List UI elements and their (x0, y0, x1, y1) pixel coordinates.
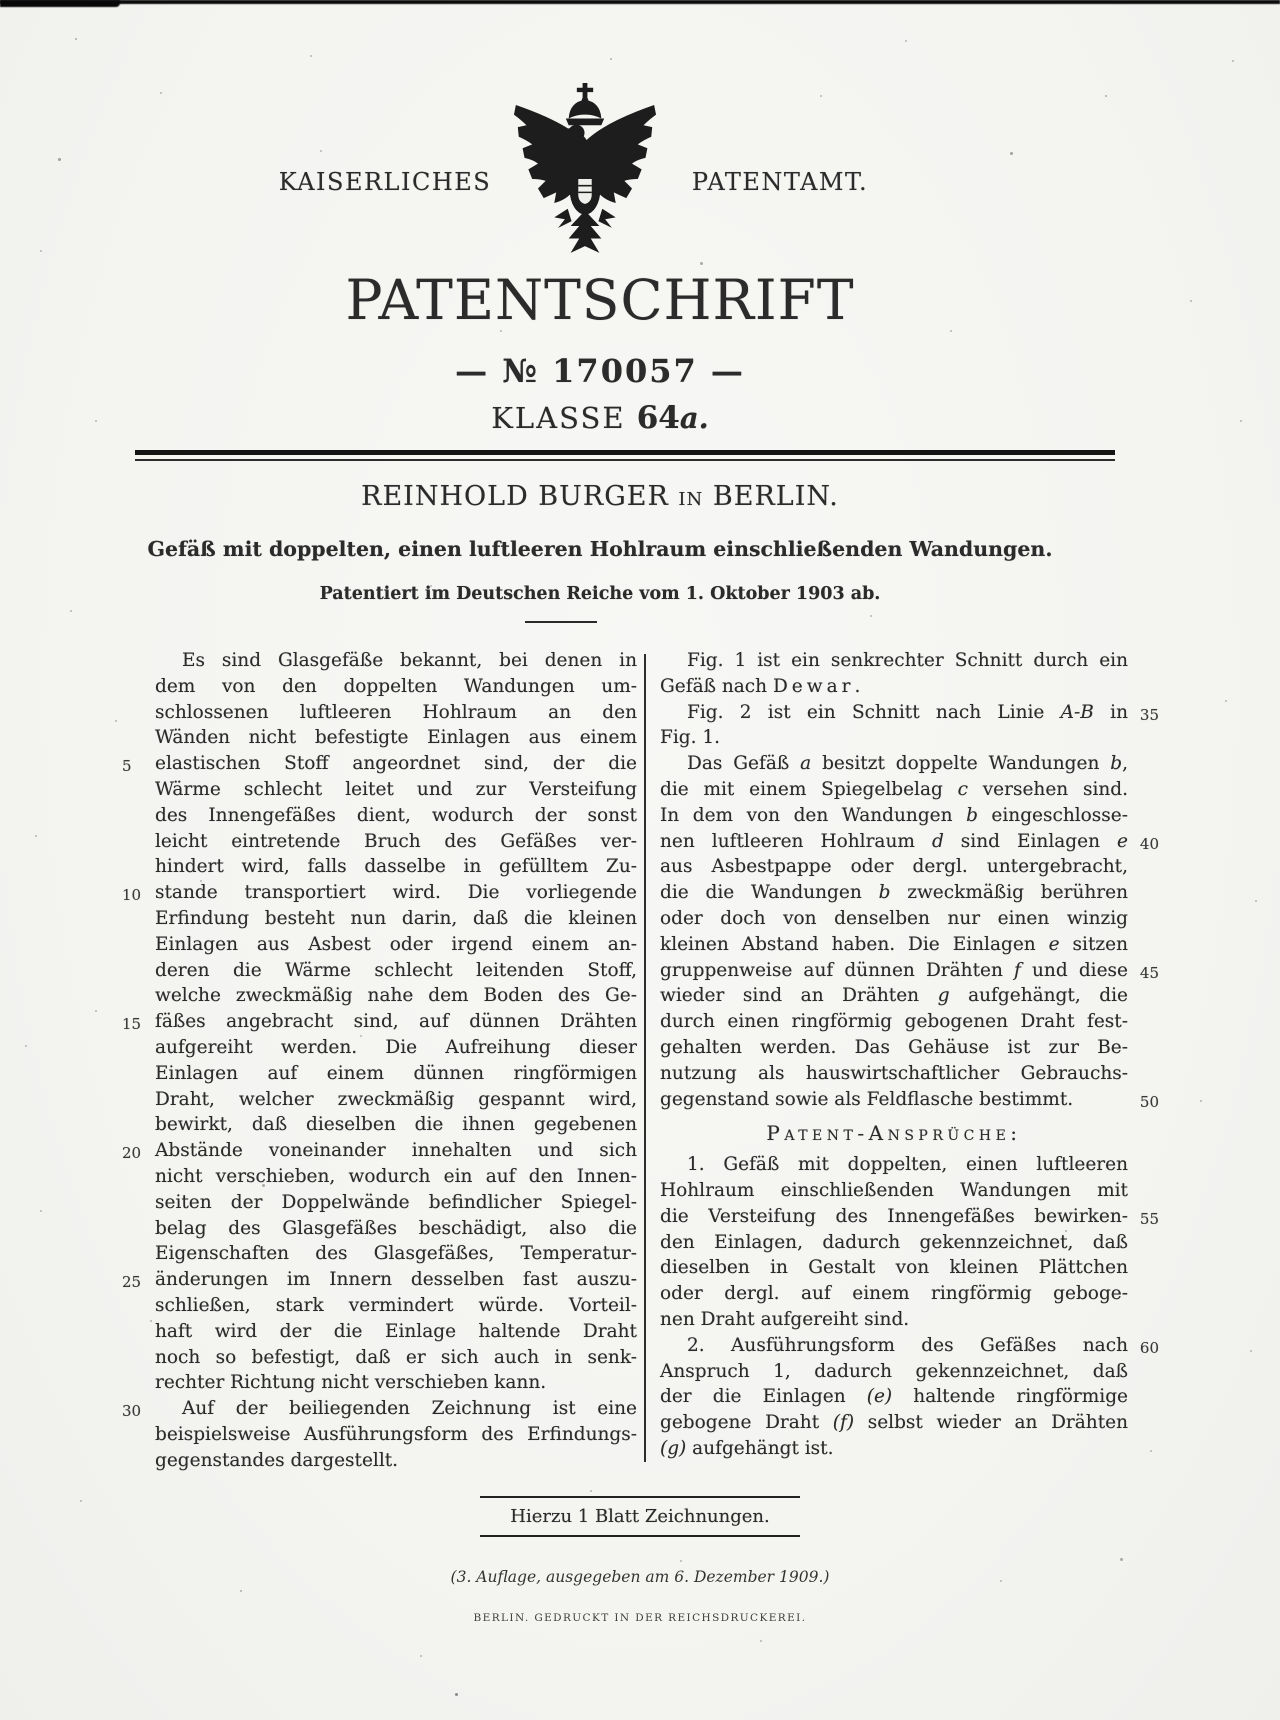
drawings-note: Hierzu 1 Blatt Zeichnungen. (480, 1496, 799, 1537)
text-line: wieder sind an Drähten g aufgehängt, die (660, 985, 1128, 1007)
patent-class-line (110, 400, 1090, 436)
text-line: den Einlagen, dadurch gekennzeichnet, daß (660, 1231, 1128, 1253)
text-line: des Innengefäßes dient, wodurch der sonst (155, 804, 637, 826)
text-line: 1. Gefäß mit doppelten, einen luftleeren (687, 1154, 1128, 1176)
text-line: hindert wird, falls dasselbe in gefülltem Zu- (155, 856, 637, 878)
text-line: aufgereiht werden. Die Aufreihung dieser (155, 1036, 637, 1058)
text-line: beispielsweise Ausführungsform des Erfindungs- (155, 1423, 637, 1445)
text-line: Gefäß nach Dewar. (660, 675, 861, 697)
claims-heading: Patent-Ansprüche: (766, 1121, 1022, 1146)
text-line: Anspruch 1, dadurch gekennzeichnet, daß (660, 1360, 1128, 1382)
text-line: gegenstandes dargestellt. (155, 1449, 399, 1471)
text-line: nutzung als hauswirtschaftlicher Gebrauchs- (660, 1062, 1128, 1084)
text-line: durch einen ringförmig gebogenen Draht fest- (660, 1011, 1128, 1033)
inventor-name: REINHOLD BURGER (361, 481, 669, 512)
text-line: haft wird der die Einlage haltende Draht (155, 1320, 637, 1342)
text-line: die Versteifung des Innengefäßes bewirken- 55 (660, 1204, 1128, 1230)
text-line: die die Wandungen b zweckmäßig berühren (660, 882, 1128, 904)
inventor-in-word: IN (678, 489, 704, 510)
class-label: KLASSE (491, 401, 626, 435)
right-column (660, 648, 1159, 1462)
text-line: oder dergl. auf einem ringförmig geboge- (660, 1283, 1128, 1305)
text-line: Das Gefäß a besitzt doppelte Wandungen b, (687, 753, 1129, 775)
text-line: Fig. 1 ist ein senkrechter Schnitt durch ein (687, 650, 1128, 671)
text-line: der die Einlagen (e) haltende ringförmige (660, 1386, 1128, 1408)
left-column (122, 648, 637, 1474)
text-line: In dem von den Wandungen b eingeschlosse- (660, 804, 1128, 826)
margin-line-number: 55 (1139, 1209, 1159, 1228)
text-line: Fig. 1. (660, 727, 721, 749)
drawings-note-wrap (0, 1496, 1280, 1537)
margin-line-number: 25 (122, 1273, 142, 1292)
text-line: seiten der Doppelwände befindlicher Spiegel- (155, 1191, 637, 1213)
document-title: PATENTSCHRIFT (345, 268, 855, 332)
margin-line-number: 15 (122, 1015, 142, 1034)
masthead-left-text: KAISERLICHES (278, 168, 492, 196)
text-line: elastischen Stoff angeordnet sind, der die 5 (155, 751, 637, 777)
invention-title: Gefäß mit doppelten, einen luftleeren Hohlraum einschließenden Wandungen. (147, 537, 1053, 561)
class-suffix: a. (679, 401, 709, 435)
text-line: Draht, welcher zweckmäßig gespannt wird, (155, 1088, 637, 1110)
text-line: Auf der beiliegenden Zeichnung ist eine 30 (155, 1396, 637, 1422)
text-line: Wärme schlecht leitet und zur Versteifung (155, 778, 637, 800)
text-line: nicht verschieben, wodurch ein auf den Innen- (155, 1165, 637, 1187)
patent-number: — № 170057 — (455, 352, 745, 390)
text-line: fäßes angebracht sind, auf dünnen Drähten 15 (155, 1009, 637, 1035)
text-line: aus Asbestpappe oder dergl. untergebracht, (660, 856, 1128, 878)
margin-line-number: 20 (122, 1144, 142, 1163)
text-line: Es sind Glasgefäße bekannt, bei denen in (182, 650, 637, 671)
text-line: Erfindung besteht nun darin, daß die kleinen (155, 907, 637, 929)
masthead-right-text: PATENTAMT. (691, 168, 869, 196)
margin-line-number: 40 (1139, 834, 1159, 853)
text-line: nen Draht aufgereiht sind. (660, 1308, 910, 1330)
text-line: 2. Ausführungsform des Gefäßes nach 60 (660, 1333, 1128, 1359)
section-divider-rule (525, 621, 597, 623)
margin-line-number: 5 (122, 757, 132, 776)
text-line: rechter Richtung nicht verschieben kann. (155, 1372, 547, 1394)
paper-speckles (0, 0, 3, 3)
text-line: gegenstand sowie als Feldflasche bestimmt. 50 (660, 1087, 1128, 1113)
text-line: belag des Glasgefäßes beschädigt, also die (155, 1217, 637, 1239)
scan-corner-artifact (0, 0, 120, 7)
text-line: Wänden nicht befestigte Einlagen aus einem (155, 727, 637, 749)
text-line: dieselben in Gestalt von kleinen Plättchen (660, 1257, 1128, 1279)
text-line: oder doch von denselben nur einen winzig (660, 907, 1128, 929)
margin-line-number: 50 (1139, 1092, 1159, 1111)
text-line: deren die Wärme schlecht leitenden Stoff, (155, 959, 637, 981)
text-line: Einlagen auf einem dünnen ringförmigen (155, 1062, 637, 1084)
text-line: Hohlraum einschließenden Wandungen mit (660, 1179, 1128, 1201)
text-line: schlossenen luftleeren Hohlraum an den (155, 701, 637, 723)
text-line: kleinen Abstand haben. Die Einlagen e sitzen (660, 933, 1128, 955)
text-line: dem von den doppelten Wandungen um- (155, 675, 637, 697)
text-line: gruppenweise auf dünnen Drähten f und diese 45 (660, 958, 1128, 984)
text-line: stande transportiert wird. Die vorliegende 10 (155, 880, 637, 906)
header-divider-rule (135, 450, 1115, 461)
inventor-line (110, 481, 1090, 512)
margin-line-number: 30 (122, 1402, 142, 1421)
patent-date-line: Patentiert im Deutschen Reiche vom 1. Oktober 1903 ab. (319, 584, 881, 604)
text-line: gehalten werden. Das Gehäuse ist zur Be- (660, 1036, 1128, 1058)
class-number: 64 (636, 400, 680, 436)
text-line: noch so befestigt, daß er sich auch in senk- (155, 1346, 637, 1368)
margin-line-number: 45 (1139, 963, 1159, 982)
scan-edge-artifact (0, 0, 1280, 4)
text-line: schließen, stark vermindert würde. Vorteil- (155, 1294, 637, 1316)
text-line: gebogene Draht (f) selbst wieder an Drähten (660, 1412, 1128, 1434)
text-line: Abstände voneinander innehalten und sich 20 (155, 1138, 637, 1164)
text-line: bewirkt, daß dieselben die ihnen gegebenen (155, 1114, 637, 1136)
inventor-city: BERLIN. (712, 481, 839, 512)
text-line: nen luftleeren Hohlraum d sind Einlagen e 40 (660, 829, 1128, 855)
margin-line-number: 60 (1139, 1338, 1159, 1357)
text-line: welche zweckmäßig nahe dem Boden des Ge- (155, 985, 637, 1007)
text-line: änderungen im Innern desselben fast auszu- 25 (155, 1267, 637, 1293)
text-line: Einlagen aus Asbest oder irgend einem an- (155, 933, 637, 955)
margin-line-number: 35 (1139, 705, 1159, 724)
printer-imprint: BERLIN. GEDRUCKT IN DER REICHSDRUCKEREI. (473, 1612, 807, 1624)
column-divider-rule (644, 654, 646, 1462)
margin-line-number: 10 (122, 886, 142, 905)
text-line: (g) aufgehängt ist. (660, 1437, 834, 1459)
text-line: Fig. 2 ist ein Schnitt nach Linie A-B in 35 (660, 700, 1128, 726)
text-line: Eigenschaften des Glasgefäßes, Temperatur- (155, 1243, 637, 1265)
edition-note: (3. Auflage, ausgegeben am 6. Dezember 1909.) (450, 1568, 830, 1586)
text-line: die mit einem Spiegelbelag c versehen sind. (660, 778, 1129, 800)
text-line: leicht eintretende Bruch des Gefäßes ver- (155, 830, 637, 852)
